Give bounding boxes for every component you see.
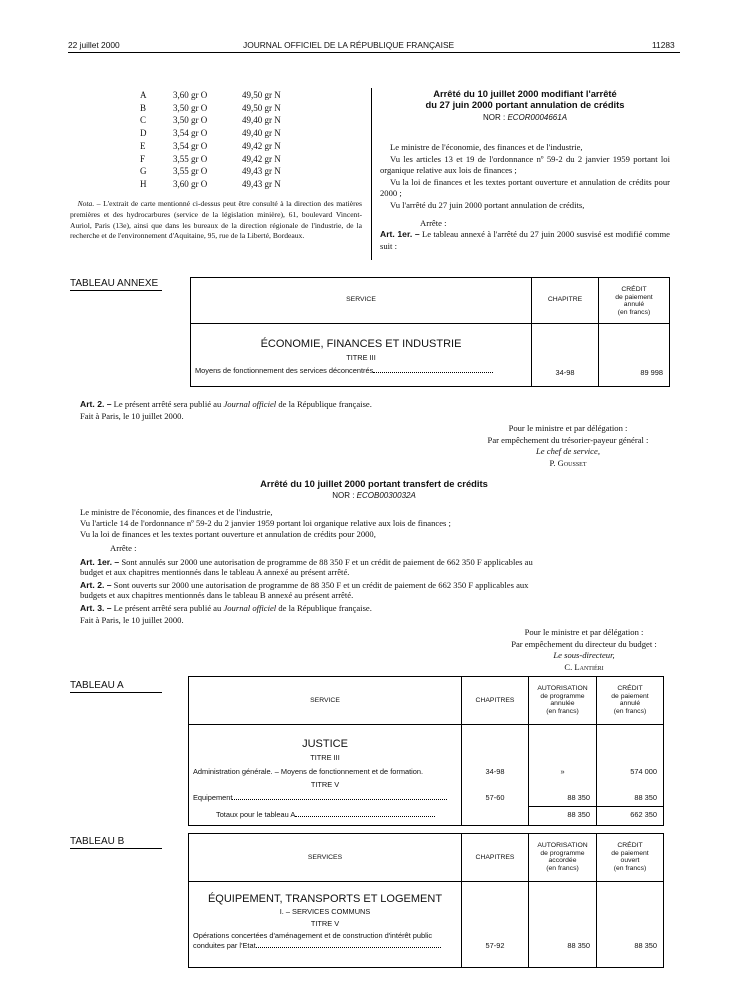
nor2-label: NOR : xyxy=(332,491,355,500)
ta-a-titre5: TITRE V xyxy=(310,780,340,789)
arrete2-art2-cont: budgets et aux chapitres mentionnés dans le tableau B annexé au présent arrêté. xyxy=(80,590,354,600)
tb-row1-chap: 57-92 xyxy=(485,941,505,950)
column-divider xyxy=(371,88,372,260)
arrete1-art2 xyxy=(80,399,692,410)
ta-a-col-credit xyxy=(597,685,663,715)
coordinate-longitude: 3,50 gr O xyxy=(173,115,208,126)
coordinate-longitude: 3,60 gr O xyxy=(173,178,208,189)
sig1-signer: P. Gousset xyxy=(549,457,587,468)
ta-a-col-service: SERVICE xyxy=(310,697,340,704)
sig2-line1: Pour le ministre et par délégation : xyxy=(524,627,644,637)
sig1-line3: Le chef de service, xyxy=(536,446,600,457)
tb-col-services: SERVICES xyxy=(307,854,343,861)
tab-a-total-rule xyxy=(529,806,663,807)
ta-a-titre3: TITRE III xyxy=(310,753,340,762)
arrete2-art3 xyxy=(80,603,692,614)
sig1-line2: Par empêchement du trésorier-payeur général : xyxy=(487,434,649,445)
coordinate-latitude: 49,43 gr N xyxy=(242,178,281,189)
ta-header-rule xyxy=(191,323,669,324)
ta-a-col-auto xyxy=(529,685,596,715)
a-auto-h2: de programme xyxy=(540,692,585,700)
ta-a-col-chapitres: CHAPITRES xyxy=(475,697,515,704)
tb-row1-label-b xyxy=(193,941,459,950)
signature-1 xyxy=(440,423,696,469)
coordinate-longitude: 3,55 gr O xyxy=(173,166,208,177)
b-auto-h4: (en francs) xyxy=(546,864,579,872)
ta-a-total xyxy=(216,810,459,819)
ta-a-row2-chap: 57-60 xyxy=(485,793,505,802)
ta-row-chapitre: 34-98 xyxy=(555,368,575,377)
nor-code: ECOR0004661A xyxy=(507,113,568,122)
art2-text-pre: Le présent arrêté sera publié au xyxy=(111,399,224,409)
arrete2-p3: Vu la loi de finances et les textes portant ouverture et annulation de crédits pour 2000, xyxy=(80,529,376,539)
arrete1-p1: Le ministre de l'économie, des finances et de l'industrie, xyxy=(390,142,583,152)
ta-a-row1-credit: 574 000 xyxy=(630,767,657,776)
ta-a-row2-credit: 88 350 xyxy=(634,793,657,802)
arrete1-title xyxy=(380,88,670,110)
arrete1-body xyxy=(380,142,670,252)
b-auto-h2: de programme xyxy=(540,849,585,857)
arrete1-p2: Vu les articles 13 et 19 de l'ordonnance nº 59-2 du 2 janvier 1959 portant loi organique relative aux lois de finances ; xyxy=(380,153,670,176)
ta-a-row2 xyxy=(193,793,459,802)
ta-credit-h1: CRÉDIT xyxy=(621,286,647,293)
ta-a-row1-label: Administration générale. – Moyens de fonctionnement et de formation. xyxy=(193,767,424,776)
ta-a-row1-auto: » xyxy=(560,767,565,776)
arrete2-arrete: Arrête : xyxy=(110,543,137,553)
a-auto-h1: AUTORISATION xyxy=(537,685,588,692)
header-page-number: 11283 xyxy=(652,40,675,50)
arrete2-nor xyxy=(68,491,680,500)
tb-col-chapitres: CHAPITRES xyxy=(475,854,515,861)
tableau-b-label: TABLEAU B xyxy=(70,836,125,847)
a2-art2-label: Art. 2. – xyxy=(80,580,112,590)
ta-a-total-auto: 88 350 xyxy=(567,810,590,819)
sig2-line2: Par empêchement du directeur du budget : xyxy=(511,638,657,649)
sig1-line1: Pour le ministre et par délégation : xyxy=(508,423,628,433)
tab-a-header-rule xyxy=(189,724,663,725)
coordinate-latitude: 49,43 gr N xyxy=(242,166,281,177)
sig2-line3: Le sous-directeur, xyxy=(553,650,615,661)
tb-titre5: TITRE V xyxy=(310,919,340,928)
tableau-a-label-rule xyxy=(70,692,162,693)
art2-text-post: de la République française. xyxy=(276,399,372,409)
coordinate-point: A xyxy=(140,90,147,100)
nota-label: Nota. xyxy=(77,199,95,208)
header-rule xyxy=(68,52,680,53)
coordinate-point: G xyxy=(140,166,147,177)
a-credit-h1: CRÉDIT xyxy=(617,685,643,692)
arrete1-p3: Vu la loi de finances et les textes portant ouverture et annulation de crédits pour 2000 ; xyxy=(380,176,670,199)
a-auto-h3: annulée xyxy=(550,700,575,708)
art1-label: Art. 1er. – xyxy=(380,229,420,240)
b-auto-h1: AUTORISATION xyxy=(537,842,588,849)
coordinate-longitude: 3,54 gr O xyxy=(173,128,208,139)
ta-col-chapitre: CHAPITRE xyxy=(547,296,583,303)
a2-art1-text: Sont annulés sur 2000 une autorisation de programme de 88 350 F et un crédit de paiement de 662 350 F applicables au xyxy=(119,557,533,567)
tb-col-auto xyxy=(529,842,596,872)
a-auto-h4: (en francs) xyxy=(546,707,579,715)
a2-art2-text: Sont ouverts sur 2000 une autorisation de programme de 88 350 F et un crédit de paiement de 662 350 F applicables aux xyxy=(111,580,529,590)
arrete2-art1-cont: budget et aux chapitres mentionnés dans le tableau A annexé au présent arrêté. xyxy=(80,567,350,577)
tb-col-credit xyxy=(597,842,663,872)
tab-b-header-rule xyxy=(189,881,663,882)
arrete1-art1 xyxy=(380,229,670,252)
a2-art3-journal: Journal officiel xyxy=(223,603,277,613)
coordinate-latitude: 49,50 gr N xyxy=(242,102,281,113)
a-credit-h2: de paiement xyxy=(611,692,649,700)
tableau-annexe-label: TABLEAU ANNEXE xyxy=(70,278,159,289)
b-auto-h3: accordée xyxy=(548,857,577,865)
header-title: JOURNAL OFFICIEL DE LA RÉPUBLIQUE FRANÇAISE xyxy=(243,40,455,50)
ta-row-credit: 89 998 xyxy=(640,368,663,377)
coordinate-latitude: 49,40 gr N xyxy=(242,115,281,126)
coordinate-latitude: 49,42 gr N xyxy=(242,153,281,164)
arrete2-title: Arrêté du 10 juillet 2000 portant transfert de crédits xyxy=(260,478,488,489)
b-credit-h1: CRÉDIT xyxy=(617,842,643,849)
a2-art3-label: Art. 3. – xyxy=(80,603,112,613)
tableau-annexe-label-rule xyxy=(70,290,162,291)
a-credit-h3: annulé xyxy=(619,700,641,708)
coordinate-point: H xyxy=(140,178,147,189)
tableau-b-label-rule xyxy=(70,848,162,849)
coordinate-point: D xyxy=(140,128,147,139)
arrete2-fait: Fait à Paris, le 10 juillet 2000. xyxy=(80,615,184,625)
arrete1-p4: Vu l'arrêté du 27 juin 2000 portant annulation de crédits, xyxy=(390,199,585,210)
tb-ministry: ÉQUIPEMENT, TRANSPORTS ET LOGEMENT xyxy=(207,893,443,905)
ta-titre: TITRE III xyxy=(346,353,376,362)
coordinate-latitude: 49,50 gr N xyxy=(242,90,281,100)
coordinate-longitude: 3,60 gr O xyxy=(173,90,208,100)
tableau-a-label: TABLEAU A xyxy=(70,680,124,691)
ta-credit-h3: annulé xyxy=(623,301,645,309)
coordinate-point: F xyxy=(140,153,146,164)
arrete1-title-line1: Arrêté du 10 juillet 2000 modifiant l'arrêté xyxy=(433,88,617,99)
ta-credit-h4: (en francs) xyxy=(617,308,651,316)
a2-art3-post: de la République française. xyxy=(276,603,372,613)
header-date: 22 juillet 2000 xyxy=(68,40,120,50)
b-credit-h2: de paiement xyxy=(611,849,649,857)
signature-2 xyxy=(466,627,702,673)
coordinate-longitude: 3,54 gr O xyxy=(173,140,208,151)
ta-col-service: SERVICE xyxy=(346,296,376,303)
ta-a-ministry: JUSTICE xyxy=(302,738,348,750)
tb-row1-label-b-text: conduites par l'Etat xyxy=(193,941,256,950)
ta-ministry: ÉCONOMIE, FINANCES ET INDUSTRIE xyxy=(260,338,462,350)
arrete1-title-line2: du 27 juin 2000 portant annulation de crédits xyxy=(425,99,625,110)
arrete1-arrete: Arrête : xyxy=(420,217,447,228)
arrete1-fait: Fait à Paris, le 10 juillet 2000. xyxy=(80,411,184,421)
a2-art1-label: Art. 1er. – xyxy=(80,557,120,567)
nor2-code: ECOB0030032A xyxy=(356,491,416,500)
ta-a-total-credit: 662 350 xyxy=(630,810,657,819)
tb-row1-label-a: Opérations concertées d'aménagement et de construction d'intérêt public xyxy=(193,931,433,940)
a-credit-h4: (en francs) xyxy=(613,707,647,715)
art2-label: Art. 2. – xyxy=(80,399,112,409)
ta-credit-h2: de paiement xyxy=(615,293,653,301)
arrete1-nor xyxy=(380,113,670,122)
art1-text: Le tableau annexé à l'arrêté du 27 juin 2000 susvisé est modifié comme suit : xyxy=(380,229,670,251)
coordinate-point: B xyxy=(140,102,147,113)
tb-section: I. – SERVICES COMMUNS xyxy=(279,907,371,916)
ta-a-row2-label: Equipement xyxy=(193,793,233,802)
coordinate-longitude: 3,55 gr O xyxy=(173,153,208,164)
ta-row-label-text: Moyens de fonctionnement des services déconcentrés xyxy=(195,366,374,375)
nor-label: NOR : xyxy=(482,113,506,122)
arrete2-p2: Vu l'article 14 de l'ordonnance nº 59-2 du 2 janvier 1959 portant loi organique relative aux lois de finances ; xyxy=(80,518,451,528)
nota-paragraph xyxy=(70,199,362,242)
ta-a-row1-chap: 34-98 xyxy=(485,767,505,776)
coordinate-longitude: 3,50 gr O xyxy=(173,102,208,113)
coordinate-latitude: 49,40 gr N xyxy=(242,128,281,139)
ta-col-credit xyxy=(599,286,669,316)
tb-row1-credit: 88 350 xyxy=(634,941,657,950)
ta-a-row2-auto: 88 350 xyxy=(567,793,590,802)
art2-journal: Journal officiel xyxy=(223,399,277,409)
b-credit-h3: ouvert xyxy=(620,857,640,865)
coordinate-latitude: 49,42 gr N xyxy=(242,140,281,151)
sig2-signer: C. Lantiéri xyxy=(564,661,604,672)
coordinate-point: C xyxy=(140,115,147,126)
nota-text: – L'extrait de carte mentionné ci-dessus peut être consulté à la direction des matières premières et des hydrocarbures (service de la législation minière), 61, boulevard Vincent-Auriol, Paris (13e), ainsi que dans les bureaux de la direction régionale de l'industrie, de la recherche et de l'environnement d'Aquitaine, 95, rue de la Liberté, Bordeaux. xyxy=(70,199,362,241)
ta-row-label xyxy=(195,366,527,375)
a2-art3-pre: Le présent arrêté sera publié au xyxy=(111,603,224,613)
ta-a-total-label: Totaux pour le tableau A xyxy=(216,810,296,819)
b-credit-h4: (en francs) xyxy=(613,864,647,872)
coordinate-point: E xyxy=(140,140,146,151)
tb-row1-auto: 88 350 xyxy=(567,941,590,950)
arrete2-p1: Le ministre de l'économie, des finances et de l'industrie, xyxy=(80,507,273,517)
